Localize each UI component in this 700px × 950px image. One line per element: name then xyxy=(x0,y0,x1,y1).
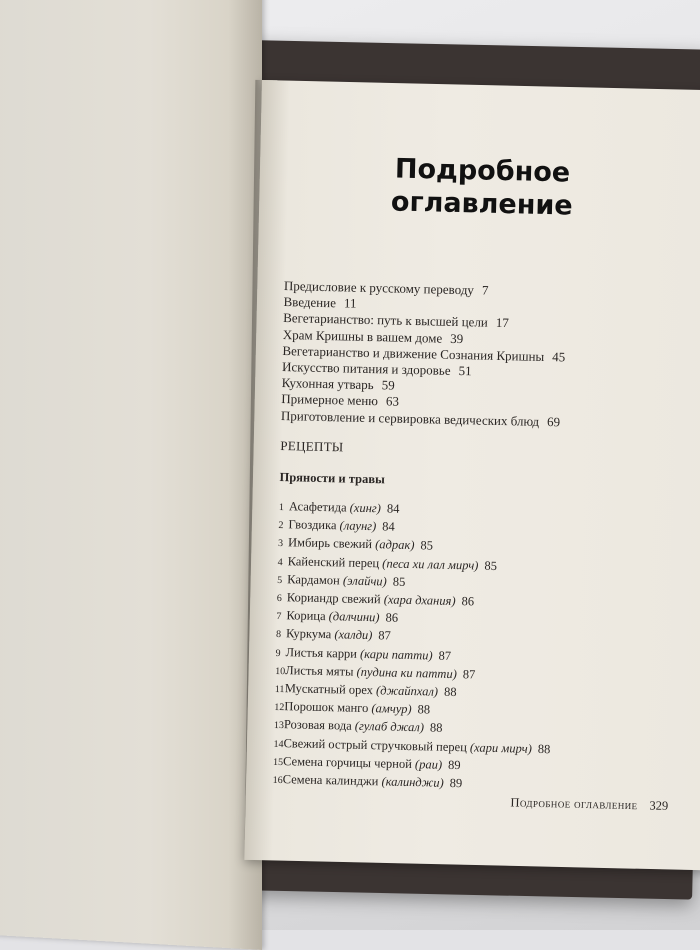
spice-list xyxy=(272,498,669,798)
spice-number: 4 xyxy=(277,556,283,568)
toc-page: 45 xyxy=(552,348,566,365)
spice-name: Кориандр свежий xyxy=(286,590,381,607)
spice-alt-name: (кари патти) xyxy=(359,646,433,663)
toc-page: 63 xyxy=(385,393,400,410)
page-footer xyxy=(468,794,668,814)
toc-label: Приготовление и сервировка ведических блюд xyxy=(280,407,540,429)
toc-label: Храм Кришны в вашем доме xyxy=(282,326,443,346)
spice-name: Листья карри xyxy=(285,644,358,661)
toc-label: Искусство питания и здоровье xyxy=(281,359,451,378)
spice-name: Листья мяты xyxy=(285,663,354,679)
toc-label: Введение xyxy=(283,294,337,311)
spice-number: 9 xyxy=(275,647,281,659)
spice-page: 88 xyxy=(429,720,443,736)
spice-page: 85 xyxy=(484,558,498,573)
spice-page: 86 xyxy=(385,610,399,625)
spice-page: 86 xyxy=(461,594,475,609)
running-head: Подробное оглавление xyxy=(510,795,638,813)
toc-page: 17 xyxy=(495,315,510,331)
spice-alt-name: (песа хи лал мирч) xyxy=(382,555,479,573)
spice-alt-name: (хара дхания) xyxy=(383,592,456,609)
page-content xyxy=(268,150,683,839)
toc-page: 69 xyxy=(546,413,561,429)
spice-number: 10 xyxy=(275,665,286,678)
spice-name: Свежий острый стручковый перец xyxy=(283,735,468,754)
spice-page: 84 xyxy=(382,519,395,534)
spice-number: 15 xyxy=(272,756,284,769)
spice-page: 87 xyxy=(438,648,452,663)
spice-alt-name: (пудина ки патти) xyxy=(356,664,457,681)
spice-number: 11 xyxy=(274,683,285,696)
spice-name: Асафетида xyxy=(288,499,347,515)
toc-label: Вегетарианство: путь к высшей цели xyxy=(283,310,489,331)
spice-number: 5 xyxy=(277,574,283,586)
toc-page: 11 xyxy=(343,295,357,311)
spice-page: 88 xyxy=(537,741,551,756)
spice-name: Мускатный орех xyxy=(284,681,374,698)
title-line-2: оглавление xyxy=(390,186,574,222)
left-page xyxy=(0,0,262,950)
toc-list xyxy=(281,278,674,433)
spice-alt-name: (хинг) xyxy=(349,500,382,516)
spice-number: 12 xyxy=(274,702,285,714)
spice-alt-name: (адрак) xyxy=(375,537,415,553)
spice-page: 85 xyxy=(392,574,406,589)
spice-name: Имбирь свежий xyxy=(287,535,373,552)
toc-page: 59 xyxy=(381,377,395,393)
spice-name: Семена калинджи xyxy=(282,772,379,789)
spice-alt-name: (джайпхал) xyxy=(375,683,439,699)
toc-page: 51 xyxy=(458,363,472,379)
spice-page: 85 xyxy=(420,538,434,553)
spice-alt-name: (элайчи) xyxy=(342,573,387,589)
section-heading: РЕЦЕПТЫ xyxy=(280,438,344,455)
spice-name: Семена горчицы черной xyxy=(282,754,413,771)
spice-name: Кайенский перец xyxy=(287,553,380,570)
spice-alt-name: (далчини) xyxy=(328,609,380,625)
spice-number: 6 xyxy=(276,592,282,605)
spice-alt-name: (раи) xyxy=(414,756,443,772)
spice-number: 3 xyxy=(277,538,284,550)
spice-alt-name: (лаунг) xyxy=(339,518,377,534)
page-number: 329 xyxy=(649,798,669,813)
spice-number: 7 xyxy=(276,611,282,623)
spice-alt-name: (халди) xyxy=(334,627,373,643)
toc-label: Примерное меню xyxy=(281,391,379,409)
spice-number: 16 xyxy=(272,774,283,787)
spice-alt-name: (гулаб джал) xyxy=(354,719,425,735)
spice-page: 84 xyxy=(386,501,400,516)
spice-name: Корица xyxy=(286,608,326,624)
spice-page: 89 xyxy=(449,775,463,791)
spice-name: Кардамон xyxy=(287,572,340,588)
spice-page: 88 xyxy=(417,702,431,717)
spice-alt-name: (калинджи) xyxy=(381,774,444,790)
page-title xyxy=(381,152,582,223)
spice-name: Розовая вода xyxy=(283,717,352,734)
spice-page: 87 xyxy=(378,628,392,643)
spice-number: 13 xyxy=(273,720,285,732)
spice-page: 88 xyxy=(443,684,457,700)
title-line-1: Подробное xyxy=(394,153,571,189)
toc-label: Кухонная утварь xyxy=(281,375,374,393)
toc-label: Предисловие к русскому переводу xyxy=(283,278,475,298)
spice-page: 87 xyxy=(462,667,476,682)
spice-alt-name: (амчур) xyxy=(371,701,412,717)
toc-page: 39 xyxy=(450,330,464,346)
spice-number: 2 xyxy=(278,520,284,532)
spice-name: Куркума xyxy=(285,626,332,642)
toc-label: Вегетарианство и движение Сознания Кришны xyxy=(282,342,545,364)
spice-alt-name: (хари мирч) xyxy=(469,740,532,756)
subsection-heading: Пряности и травы xyxy=(279,470,385,487)
spice-name: Гвоздика xyxy=(288,517,337,533)
spice-number: 8 xyxy=(275,629,282,641)
spice-name: Порошок манго xyxy=(284,699,369,716)
spice-number: 14 xyxy=(273,738,284,750)
spice-number: 1 xyxy=(278,502,285,514)
spice-page: 89 xyxy=(447,757,461,773)
toc-page: 7 xyxy=(481,282,489,298)
